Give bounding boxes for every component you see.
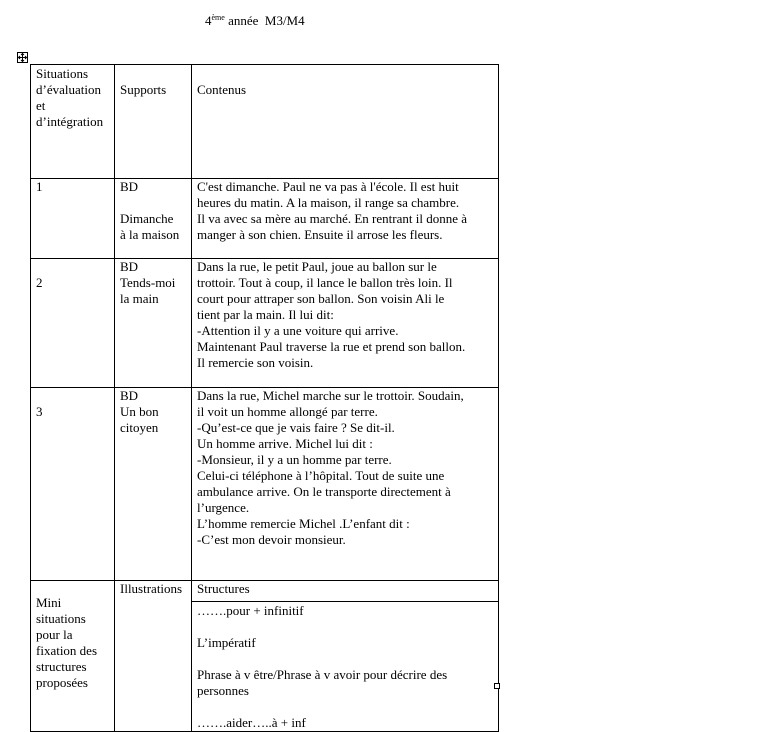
header-situations-line: et	[36, 98, 46, 113]
content-line: -C’est mon devoir monsieur.	[197, 532, 346, 547]
situation-line: proposées	[36, 675, 88, 690]
heading-level-suffix: ème	[211, 13, 225, 22]
heading-level: 4	[205, 13, 212, 28]
structures-heading	[192, 581, 498, 602]
content-line: il voit un homme allongé par terre.	[197, 404, 378, 419]
content-line: manger à son chien. Ensuite il arrose les fleurs.	[197, 227, 443, 242]
structure-item: …….pour + infinitif	[197, 603, 304, 618]
page-heading	[205, 13, 305, 29]
content-line: -Monsieur, il y a un homme par terre.	[197, 452, 392, 467]
row-support-cell[interactable]	[115, 388, 192, 581]
table-row	[31, 179, 499, 259]
content-line: trottoir. Tout à coup, il lance le ballon très loin. Il	[197, 275, 453, 290]
support-line: citoyen	[120, 420, 159, 435]
structure-blank-line	[197, 651, 493, 667]
row-number: 2	[36, 275, 43, 290]
support-line: BD	[120, 179, 139, 194]
support-line: Un bon	[120, 404, 159, 419]
table-row	[31, 259, 499, 388]
table-header-row	[31, 65, 499, 179]
structures-list	[192, 602, 498, 731]
heading-rest: année M3/M4	[224, 13, 305, 28]
row-content-cell[interactable]	[192, 581, 499, 732]
row-number: 3	[36, 404, 43, 419]
row-content-cell[interactable]	[192, 259, 499, 388]
situation-line: Mini	[36, 595, 62, 610]
content-line: ambulance arrive. On le transporte directement à	[197, 484, 451, 499]
situation-line: situations	[36, 611, 86, 626]
header-situations-line: d’évaluation	[36, 82, 101, 97]
header-supports-cell[interactable]	[115, 65, 192, 179]
situation-line: pour la	[36, 627, 73, 642]
support-line: Tends-moi	[120, 275, 176, 290]
row-support-cell[interactable]	[115, 581, 192, 732]
content-line: Maintenant Paul traverse la rue et prend son ballon.	[197, 339, 466, 354]
content-line: Il va avec sa mère au marché. En rentrant il donne à	[197, 211, 467, 226]
row-number-cell[interactable]	[31, 259, 115, 388]
table-row	[31, 388, 499, 581]
table-move-handle-icon[interactable]	[17, 52, 28, 63]
content-line: court pour attraper son ballon. Son voisin Ali le	[197, 291, 445, 306]
header-situations-line: d’intégration	[36, 114, 104, 129]
structure-item: personnes	[197, 683, 249, 698]
content-line: Dans la rue, Michel marche sur le trottoir. Soudain,	[197, 388, 464, 403]
content-line: tient par la main. Il lui dit:	[197, 307, 334, 322]
content-line: l’urgence.	[197, 500, 250, 515]
row-number-cell[interactable]	[31, 388, 115, 581]
row-support-cell[interactable]	[115, 179, 192, 259]
support-line: Illustrations	[120, 581, 183, 596]
structure-blank-line	[197, 699, 493, 715]
structure-item: …….aider…..à + inf	[197, 715, 306, 730]
content-line: -Attention il y a une voiture qui arrive.	[197, 323, 399, 338]
content-line: heures du matin. A la maison, il range sa chambre.	[197, 195, 460, 210]
support-line: Dimanche	[120, 211, 174, 226]
content-line: Celui-ci téléphone à l’hôpital. Tout de suite une	[197, 468, 445, 483]
content-line: Il remercie son voisin.	[197, 355, 314, 370]
content-line: Un homme arrive. Michel lui dit :	[197, 436, 373, 451]
situation-line: fixation des	[36, 643, 98, 658]
structures-title: Structures	[197, 581, 250, 596]
content-line: Dans la rue, le petit Paul, joue au ballon sur le	[197, 259, 437, 274]
content-line: C'est dimanche. Paul ne va pas à l'école. Il est huit	[197, 179, 459, 194]
support-line: la main	[120, 291, 159, 306]
header-contenus-cell[interactable]	[192, 65, 499, 179]
table-row	[31, 581, 499, 732]
row-content-cell[interactable]	[192, 388, 499, 581]
support-line: BD	[120, 388, 139, 403]
structure-item: Phrase à v être/Phrase à v avoir pour décrire des	[197, 667, 448, 682]
support-line: BD	[120, 259, 139, 274]
row-content-cell[interactable]	[192, 179, 499, 259]
evaluation-table	[30, 64, 499, 732]
row-support-cell[interactable]	[115, 259, 192, 388]
header-supports-label: Supports	[120, 82, 167, 97]
structure-item: L’impératif	[197, 635, 256, 650]
row-situation-cell[interactable]	[31, 581, 115, 732]
header-contenus-label: Contenus	[197, 82, 247, 97]
table-resize-handle[interactable]	[494, 683, 500, 689]
row-number-cell[interactable]	[31, 179, 115, 259]
structure-blank-line	[197, 619, 493, 635]
content-line: L’homme remercie Michel .L’enfant dit :	[197, 516, 410, 531]
header-situations-line: Situations	[36, 66, 89, 81]
situation-line: structures	[36, 659, 87, 674]
support-line: à la maison	[120, 227, 180, 242]
row-number: 1	[36, 179, 43, 194]
content-line: -Qu’est-ce que je vais faire ? Se dit-il.	[197, 420, 395, 435]
header-situations-cell[interactable]	[31, 65, 115, 179]
support-blank-line	[120, 195, 187, 211]
